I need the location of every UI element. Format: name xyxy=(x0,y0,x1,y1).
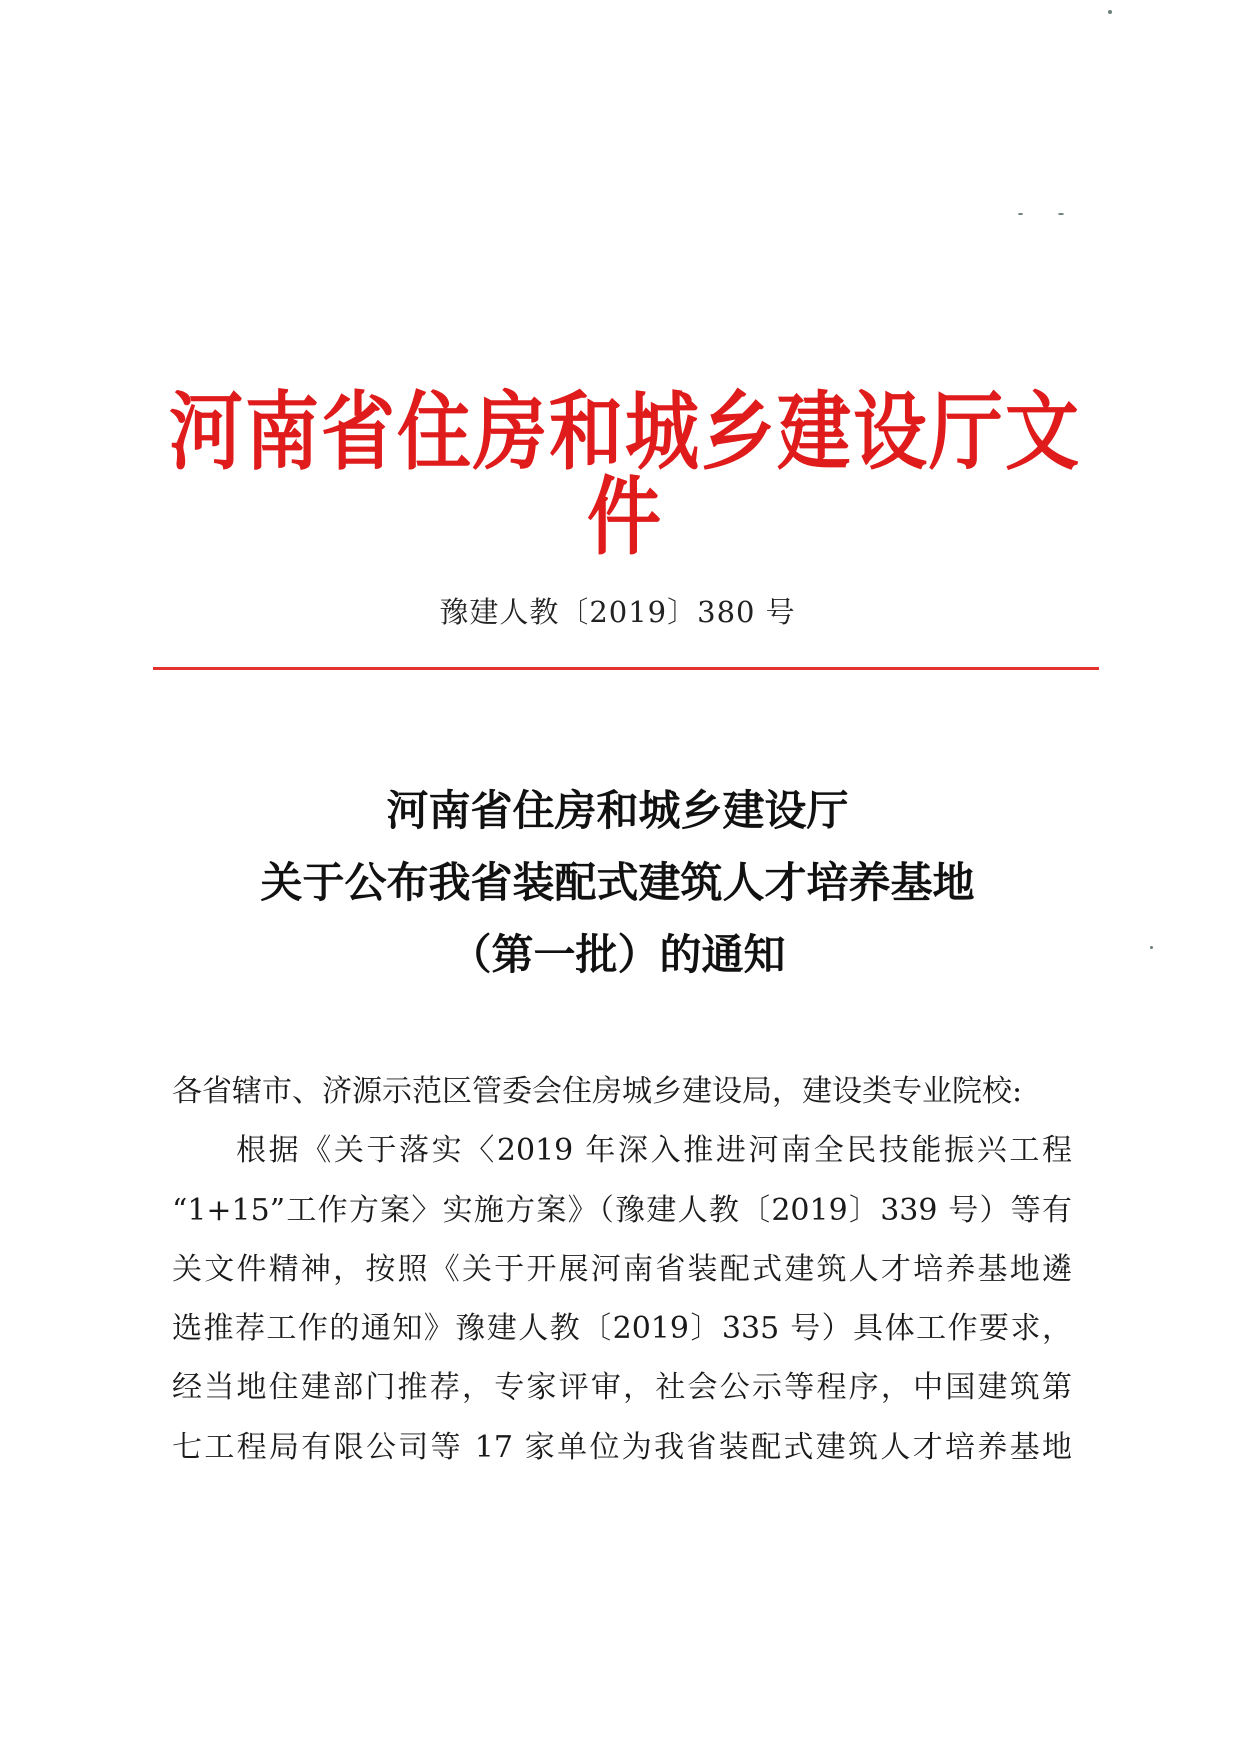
body-line: “1+15”工作方案〉实施方案》（豫建人教〔2019〕339 号）等有 xyxy=(172,1192,1072,1228)
subject-line: 关于公布我省装配式建筑人才培养基地 xyxy=(260,858,975,907)
body-line: 七工程局有限公司等 17 家单位为我省装配式建筑人才培养基地 xyxy=(172,1429,1072,1465)
body-line: 根据《关于落实〈2019 年深入推进河南全民技能振兴工程 xyxy=(236,1133,1072,1169)
issuer-header-title: 河南省住房和城乡建设厅文件 xyxy=(169,383,1081,568)
body-line: 选推荐工作的通知》豫建人教〔2019〕335 号）具体工作要求， xyxy=(172,1311,1072,1347)
notice-subject xyxy=(0,775,1235,991)
document-number: 豫建人教〔2019〕380 号 xyxy=(439,595,796,629)
notice-body xyxy=(172,1062,1072,1477)
body-line: 关文件精神，按照《关于开展河南省装配式建筑人才培养基地遴 xyxy=(172,1251,1072,1287)
salutation: 各省辖市、济源示范区管委会住房城乡建设局，建设类专业院校: xyxy=(172,1074,1023,1109)
subject-line: （第一批）的通知 xyxy=(449,930,786,979)
scan-speck xyxy=(1058,213,1064,215)
scan-speck xyxy=(1108,10,1112,14)
red-separator-line xyxy=(153,667,1099,670)
scan-speck xyxy=(1018,213,1023,215)
subject-line: 河南省住房和城乡建设厅 xyxy=(386,786,849,835)
body-line: 经当地住建部门推荐，专家评审，社会公示等程序，中国建筑第 xyxy=(172,1370,1072,1406)
